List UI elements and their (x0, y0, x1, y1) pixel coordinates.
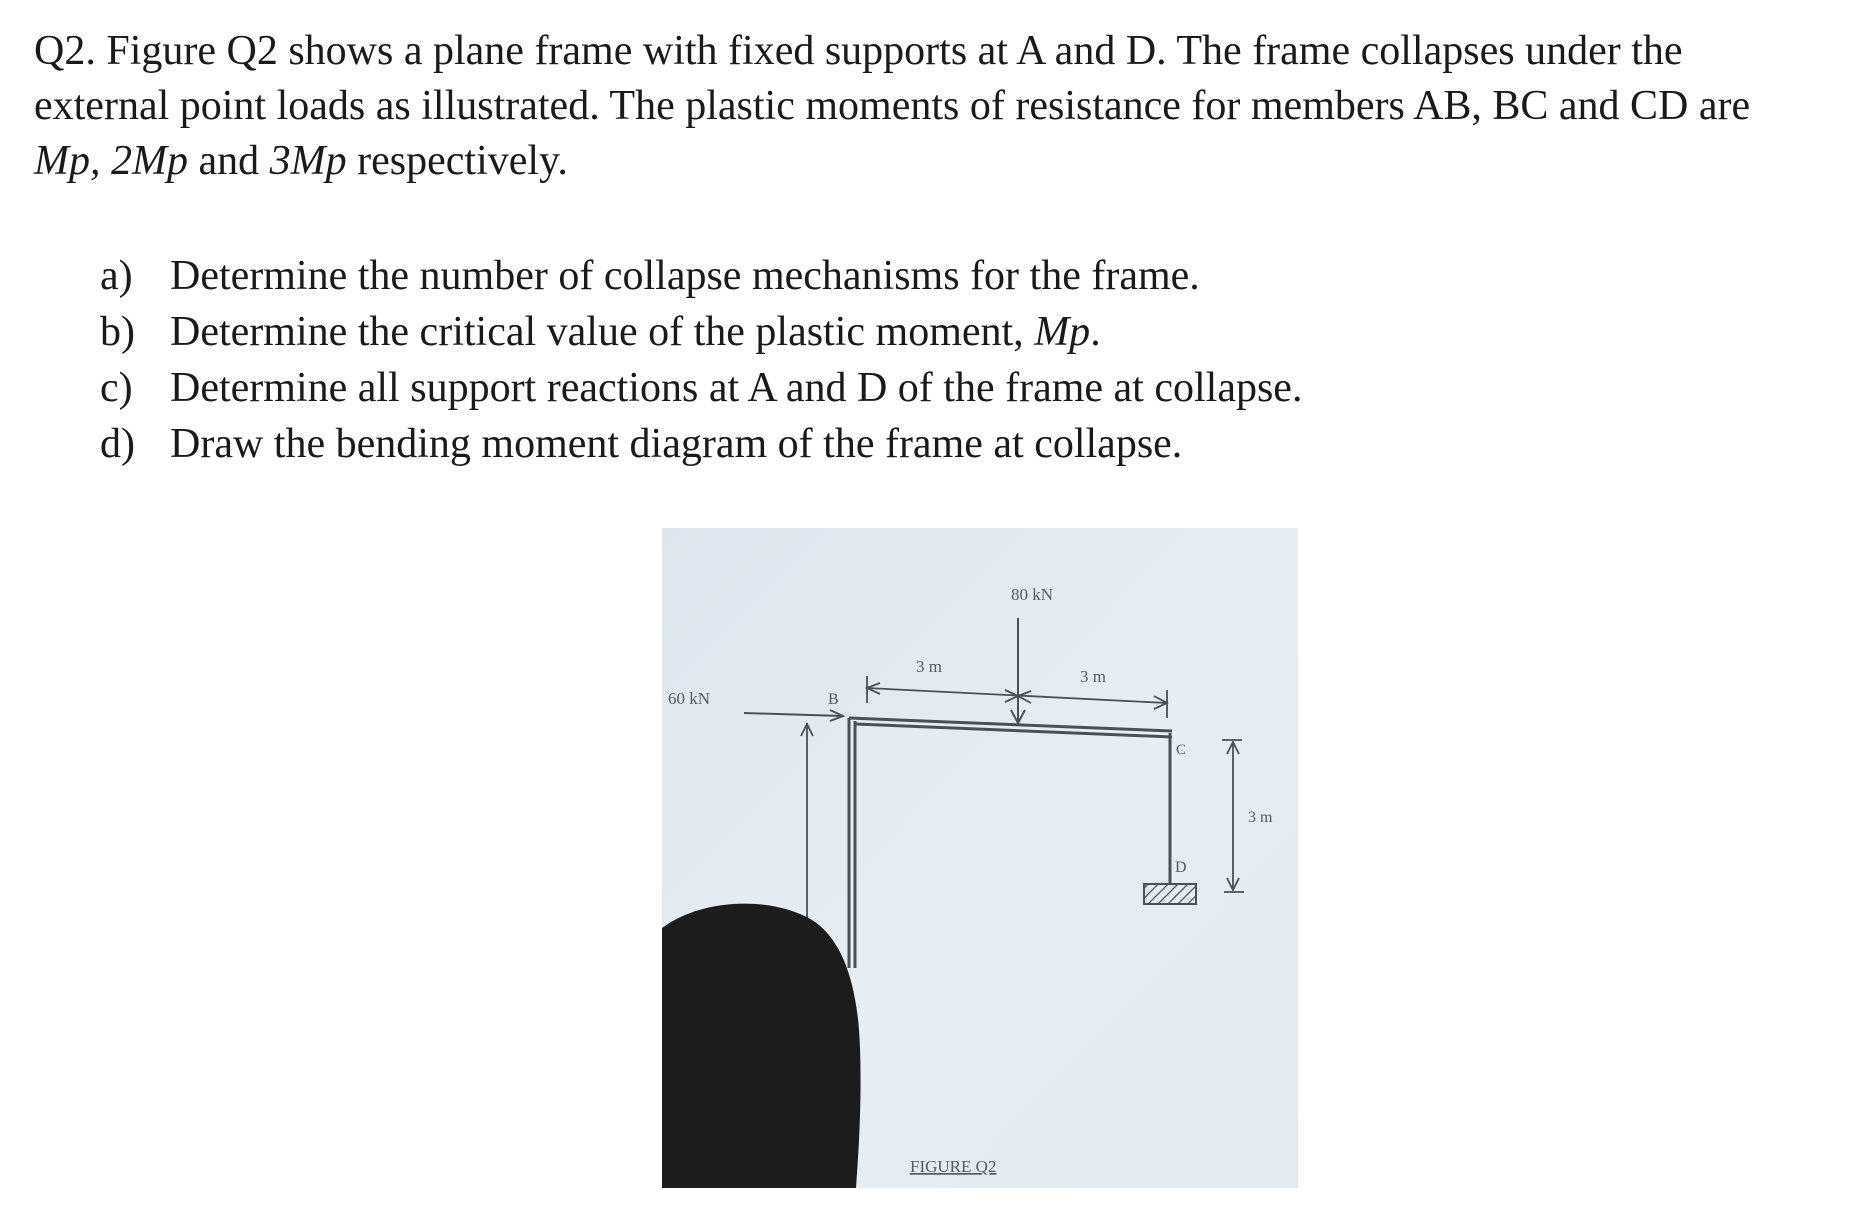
part-text-after: . (1090, 309, 1101, 355)
moment-bc: 2Mp (111, 138, 188, 184)
question-intro-text: Figure Q2 shows a plane frame with fixed supports at A and D. The frame collapses under the external point loads as illustrated. The plastic moments of resistance for members AB, BC and CD are (34, 28, 1751, 129)
question-part-c (100, 360, 1302, 416)
part-text (170, 416, 1182, 472)
span-right-label: 3 m (1080, 667, 1106, 686)
question-part-d (100, 416, 1302, 472)
and-word: and (198, 138, 260, 184)
part-marker: c) (100, 365, 133, 411)
load-80kn-label: 80 kN (1011, 585, 1054, 604)
part-text (170, 304, 1101, 360)
part-text-main: Determine the critical value of the plastic moment, (170, 309, 1024, 355)
node-d-label: D (1175, 859, 1187, 876)
question-intro (34, 24, 1824, 189)
part-text (170, 248, 1200, 304)
question-ending: respectively. (357, 138, 568, 184)
node-c-label: C (1176, 742, 1187, 758)
part-marker: a) (100, 253, 133, 299)
question-part-a (100, 248, 1302, 304)
part-marker: b) (100, 309, 135, 355)
photo-obstruction (662, 904, 861, 1188)
part-marker: d) (100, 421, 135, 467)
question-part-b (100, 304, 1302, 360)
moment-ab: Mp, (34, 138, 101, 184)
span-left-label: 3 m (916, 657, 942, 676)
part-text-italic: Mp (1034, 309, 1091, 355)
load-60kn-label: 60 kN (668, 689, 711, 708)
node-b-label: B (828, 691, 839, 708)
part-text-main: Draw the bending moment diagram of the frame at collapse. (170, 421, 1183, 467)
figure-caption: FIGURE Q2 (910, 1157, 997, 1176)
part-text (170, 360, 1302, 416)
part-text-main: Determine all support reactions at A and D of the frame at collapse. (170, 365, 1303, 411)
question-number: Q2. (34, 28, 96, 74)
height-cd-label: 3 m (1248, 809, 1273, 826)
figure-q2 (662, 528, 1298, 1188)
question-parts-list (100, 248, 1302, 472)
moment-cd: 3Mp (269, 138, 347, 184)
part-text-main: Determine the number of collapse mechanisms for the frame. (170, 253, 1200, 299)
fixed-support-d (1144, 884, 1196, 904)
frame-diagram (662, 528, 1298, 1188)
